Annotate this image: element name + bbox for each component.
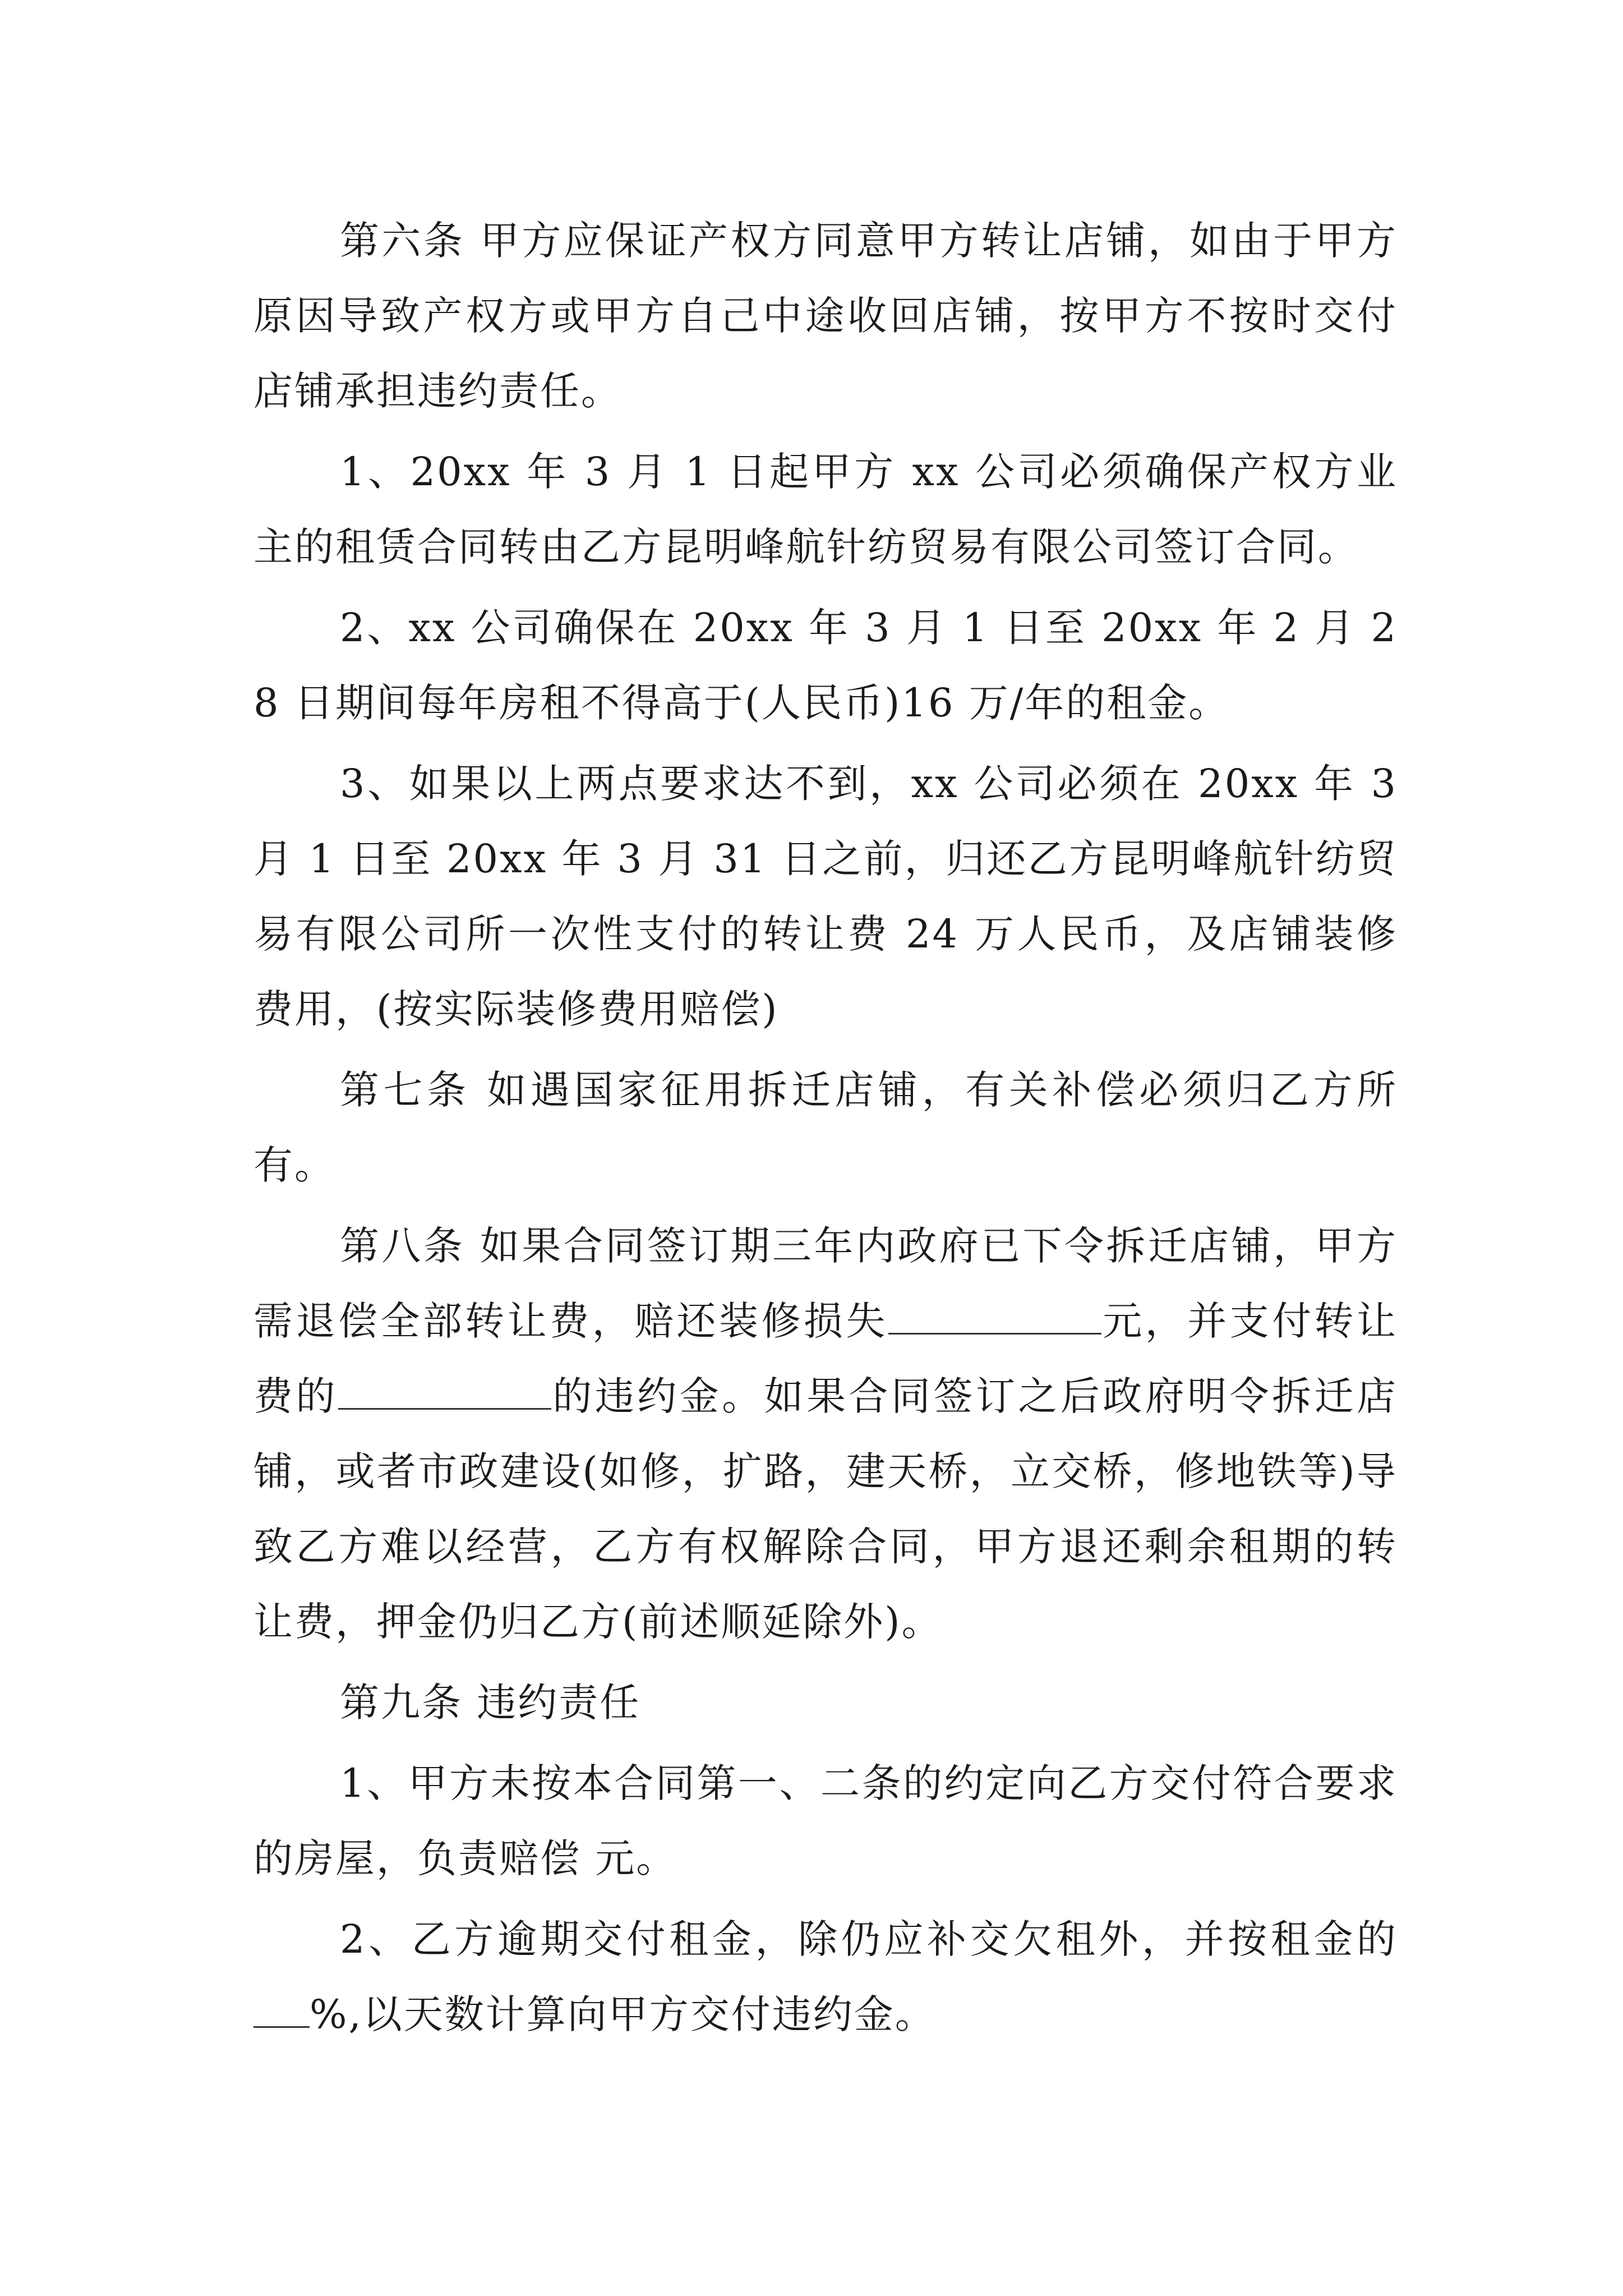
article-7: 第七条 如遇国家征用拆迁店铺，有关补偿必须归乙方所有。	[253, 1067, 1398, 1188]
article-9-clause-2-text-2: %,以天数计算向甲方交付违约金。	[310, 1991, 936, 2037]
penalty-blank	[338, 1374, 551, 1410]
article-6-clause-2: 2、xx 公司确保在 20xx 年 3 月 1 日至 20xx 年 2 月 28 日期间每年房租不得高于(人民币)16 万/年的租金。	[253, 605, 1398, 726]
article-6: 第六条 甲方应保证产权方同意甲方转让店铺，如由于甲方原因导致产权方或甲方自己中途收回店铺，按甲方不按时交付店铺承担违约责任。	[253, 218, 1398, 414]
article-8	[253, 1208, 1398, 1659]
article-8-text-2: 元，并支付转让费的	[253, 1298, 1398, 1419]
article-6-clause-3: 3、如果以上两点要求达不到，xx 公司必须在 20xx 年 3 月 1 日至 20xx 年 3 月 31 日之前，归还乙方昆明峰航针纺贸易有限公司所一次性支付的转让费 24 万人民币，及店铺装修费用，(按实际装修费用赔偿)	[253, 761, 1398, 1032]
document-page	[253, 203, 1398, 2052]
article-6-clause-1: 1、20xx 年 3 月 1 日起甲方 xx 公司必须确保产权方业主的租赁合同转由乙方昆明峰航针纺贸易有限公司签订合同。	[253, 449, 1398, 570]
compensation-blank	[888, 1299, 1101, 1335]
article-9-clause-2	[253, 1902, 1398, 2052]
article-8-text-1: 第八条 如果合同签订期三年内政府已下令拆迁店铺，甲方需退偿全部转让费，赔还装修损失	[253, 1223, 1398, 1344]
article-9-clause-1: 1、甲方未按本合同第一、二条的约定向乙方交付符合要求的房屋，负责赔偿 元。	[253, 1760, 1398, 1881]
article-9-title: 第九条 违约责任	[340, 1680, 641, 1726]
percentage-blank	[253, 1993, 310, 2028]
article-9-clause-2-text-1: 2、乙方逾期交付租金，除仍应补交欠租外，并按租金的	[340, 1916, 1398, 1962]
article-8-text-3: 的违约金。如果合同签订之后政府明令拆迁店铺，或者市政建设(如修，扩路，建天桥，立交桥，修地铁等)导致乙方难以经营，乙方有权解除合同，甲方退还剩余租期的转让费，押金仍归乙方(前述顺延除外)。	[253, 1373, 1398, 1645]
